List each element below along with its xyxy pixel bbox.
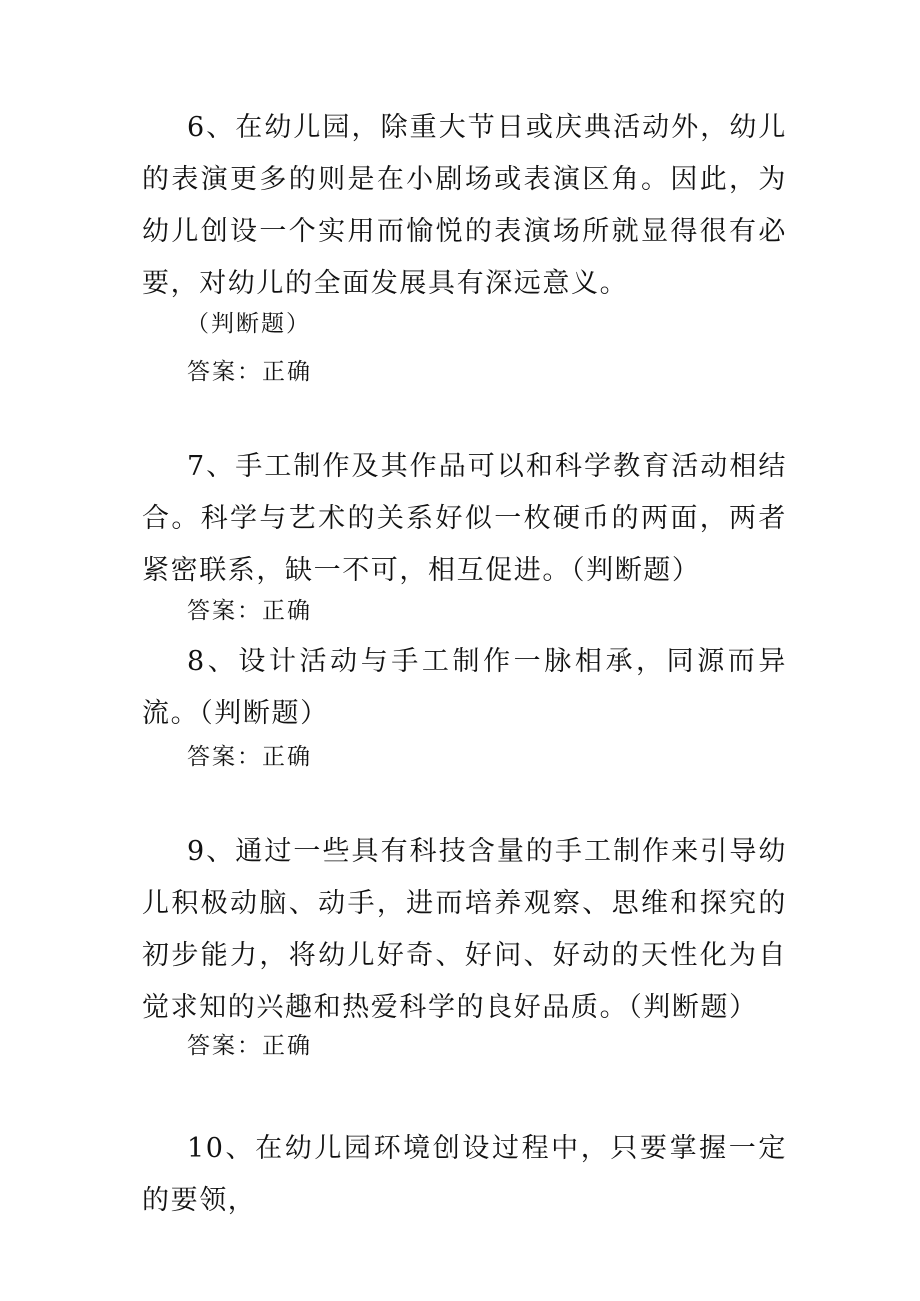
- question-7-answer: 答案：正确: [187, 598, 312, 624]
- question-6-type-label: （判断题）: [186, 311, 311, 337]
- question-6-text: 6、在幼儿园，除重大节日或庆典活动外，幼儿的表演更多的则是在小剧场或表演区角。因此，为幼儿创设一个实用而愉悦的表演场所就显得很有必要，对幼儿的全面发展具有深远意义。: [142, 112, 787, 299]
- question-10-text: 10、在幼儿园环境创设过程中，只要掌握一定的要领，: [142, 1133, 787, 1216]
- question-9-answer: 答案：正确: [187, 1033, 312, 1059]
- question-8-answer: 答案：正确: [187, 744, 312, 770]
- question-8-text: 8、设计活动与手工制作一脉相承，同源而异流。（判断题）: [142, 646, 787, 729]
- question-7-text: 7、手工制作及其作品可以和科学教育活动相结合。科学与艺术的关系好似一枚硬币的两面，两者紧密联系，缺一不可，相互促进。（判断题）: [142, 451, 787, 586]
- question-9-text: 9、通过一些具有科技含量的手工制作来引导幼儿积极动脑、动手，进而培养观察、思维和探究的初步能力，将幼儿好奇、好问、好动的天性化为自觉求知的兴趣和热爱科学的良好品质。（判断题）: [142, 836, 787, 1023]
- question-6-answer: 答案：正确: [187, 359, 312, 385]
